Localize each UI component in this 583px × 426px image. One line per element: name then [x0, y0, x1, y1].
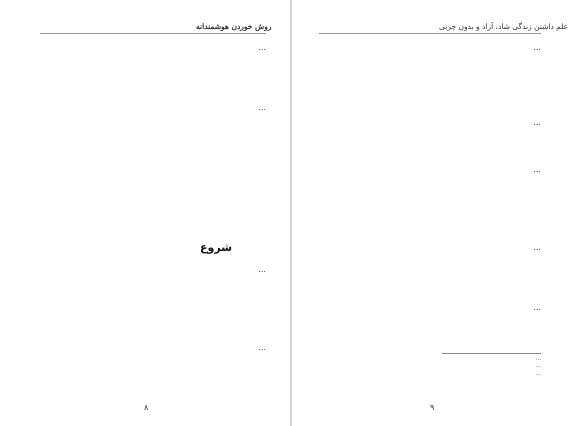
- page-number: ۹: [430, 403, 435, 412]
- left-page: [0, 0, 291, 426]
- body-paragraph: …: [258, 103, 266, 112]
- body-paragraph: …: [258, 43, 266, 52]
- header-rule: [319, 33, 541, 34]
- footnote: …: [535, 356, 541, 362]
- header-rule: [40, 33, 266, 34]
- footnote: …: [535, 363, 541, 370]
- body-paragraph: …: [533, 303, 541, 312]
- page-number: ۸: [144, 403, 149, 412]
- footnotes: [319, 356, 541, 378]
- body-paragraph: …: [533, 165, 541, 174]
- section-title: شروع: [200, 241, 233, 254]
- footnote: …: [535, 370, 541, 377]
- running-header: روش خوردن هوشمندانه: [196, 22, 272, 31]
- body-paragraph: …: [533, 118, 541, 127]
- running-header: علم داشتن زندگی شاد، آزاد و بدون چربی: [439, 22, 569, 31]
- body-paragraph: …: [533, 243, 541, 252]
- body-paragraph: …: [533, 43, 541, 52]
- body-paragraph: …: [258, 343, 266, 352]
- right-page: [292, 0, 583, 426]
- footnote-rule: [442, 353, 541, 354]
- body-paragraph: …: [258, 265, 266, 274]
